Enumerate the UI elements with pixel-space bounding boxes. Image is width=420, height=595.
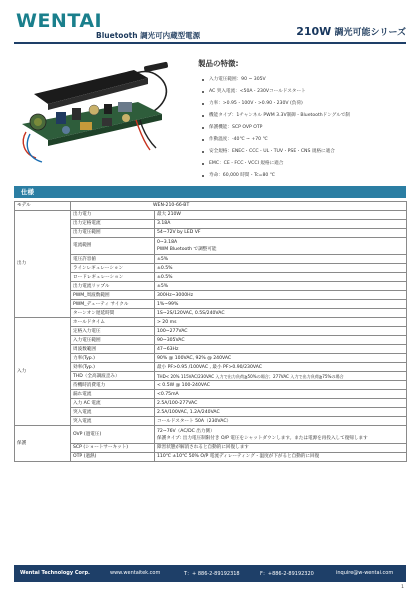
spec-item: 待機時消費電力 xyxy=(71,381,155,390)
spec-value: ±0.5% xyxy=(155,264,407,273)
table-row xyxy=(15,273,407,282)
header-series xyxy=(296,25,406,38)
table-row xyxy=(15,390,407,399)
table-row xyxy=(15,300,407,309)
spec-value: 1S~2S/120VAC, 0.5S/240VAC xyxy=(155,309,407,318)
spec-item: PWM_デューティ サイクル xyxy=(71,300,155,309)
spec-value: 300Hz~3000Hz xyxy=(155,291,407,300)
spec-item: ターンオン遅延時間 xyxy=(71,309,155,318)
footer-website[interactable]: www.wentaitek.com xyxy=(110,570,161,576)
spec-value: 47~63Hz xyxy=(155,345,407,354)
table-row xyxy=(15,372,407,381)
features-list xyxy=(202,74,412,182)
spec-value: ±5% xyxy=(155,282,407,291)
table-row xyxy=(15,211,407,220)
table-row xyxy=(15,354,407,363)
spec-item: 突入電流 xyxy=(71,408,155,417)
footer-phone: T：+ 886-2-89192318 xyxy=(184,571,240,577)
feature-item: 入力電圧範囲：90 ~ 305V xyxy=(202,74,412,86)
table-row xyxy=(15,381,407,390)
output-category: 出力 xyxy=(15,211,71,318)
table-row xyxy=(15,282,407,291)
spec-item: 出力電圧範囲 xyxy=(71,229,155,238)
spec-section-title: 仕様 xyxy=(21,188,34,196)
input-category: 入力 xyxy=(15,318,71,426)
spec-value: 最小 PF>0.95 /100VAC , 最小 PF>0.90/230VAC xyxy=(155,363,407,372)
protection-category: 保護 xyxy=(15,426,71,461)
table-row xyxy=(15,318,407,327)
spec-item: THD（全高調波歪み） xyxy=(71,372,155,381)
current-range-note: PWM Bluetooth で調整可能 xyxy=(157,247,217,253)
table-row xyxy=(15,363,407,372)
spec-value: < 0.5W @ 100-240VAC xyxy=(155,381,407,390)
spec-table xyxy=(14,201,407,462)
table-row xyxy=(15,255,407,264)
table-row xyxy=(15,443,407,452)
footer-fax: F：+886-2-89192320 xyxy=(260,571,314,577)
spec-item: 出力電力 xyxy=(71,211,155,220)
spec-value: > 20 ms xyxy=(155,318,407,327)
spec-value: 最大 210W xyxy=(155,211,407,220)
feature-item: 力率：>0.95・100V・>0.90・230V (負荷) xyxy=(202,98,412,110)
spec-item: 入力電圧範囲 xyxy=(71,336,155,345)
spec-item: 電圧許容値 xyxy=(71,255,155,264)
footer-email[interactable]: inquire@w-wentai.com xyxy=(336,570,394,576)
spec-item: 出力電流リップル xyxy=(71,282,155,291)
header-wattage: 210W xyxy=(296,25,332,38)
header-series-label: 調光可能シリーズ xyxy=(334,28,406,38)
spec-item: ラインレギュレーション xyxy=(71,264,155,273)
footer-company: Wentai Technology Corp. xyxy=(20,570,90,576)
table-row xyxy=(15,291,407,300)
feature-item: 寿命：60,000 時間・Tc=80 ℃ xyxy=(202,170,412,182)
spec-value: 100~277VAC xyxy=(155,327,407,336)
spec-value: ±5% xyxy=(155,255,407,264)
model-label: モデル xyxy=(15,202,71,211)
table-row xyxy=(15,452,407,461)
table-row xyxy=(15,220,407,229)
spec-value xyxy=(155,426,407,443)
ovp-range: 72~76V（AC/DC 出力側） xyxy=(157,428,215,434)
spec-value: 1%~99% xyxy=(155,300,407,309)
spec-item: 定格入力電圧 xyxy=(71,327,155,336)
spec-item: 入力 AC 電流 xyxy=(71,399,155,408)
feature-item: 機能タイプ：1チャンネル PWM 3.3V制御・Bluetoothドングルで制 xyxy=(202,110,412,122)
page-header xyxy=(0,0,420,44)
feature-item: 安全規格：ENEC・CCC・UL・TUV・PSE・CNS 規格に適合 xyxy=(202,146,412,158)
features-title: 製品の特徴: xyxy=(198,59,239,68)
spec-item: 突入電流 xyxy=(71,417,155,426)
spec-value: 90~305VAC xyxy=(155,336,407,345)
spec-item: ホールドタイム xyxy=(71,318,155,327)
page-footer xyxy=(14,565,406,582)
table-row xyxy=(15,336,407,345)
spec-item: OVP (過電圧) xyxy=(71,426,155,443)
feature-item: 作動温度：-40℃ ~ +70 ℃ xyxy=(202,134,412,146)
table-row xyxy=(15,238,407,255)
current-range-value: 0~3.18A xyxy=(157,240,178,246)
spec-value: コールドスタート 50A（230VAC） xyxy=(155,417,407,426)
spec-value: 2.5A/100VAC, 1.2A/240VAC xyxy=(155,408,407,417)
header-product-title: Bluetooth 調光可内蔵型電源 xyxy=(96,31,201,40)
feature-item: AC 突入電流：<50A・230Vコールドスタート xyxy=(202,86,412,98)
ovp-type: 保護タイプ: 出力電圧制限付き O/P 電圧をシャットダウンします。または電源を再投入して復帰します xyxy=(157,435,368,441)
header-divider xyxy=(14,42,406,44)
spec-value: THD< 20% 115VAC/230VAC 入力で出力負荷≧50%の場合；277VAC 入力で出力負荷≧75%の場合 xyxy=(155,372,407,381)
feature-item: EMC：CE・FCC・VCCI 規格に適合 xyxy=(202,158,412,170)
feature-item: 保護機能：SCP OVP OTP xyxy=(202,122,412,134)
spec-value: 2.5A/100-277VAC xyxy=(155,399,407,408)
product-image xyxy=(16,58,176,176)
table-row xyxy=(15,264,407,273)
table-row xyxy=(15,327,407,336)
table-row xyxy=(15,408,407,417)
table-row xyxy=(15,229,407,238)
model-value: WEN-210-66-BT xyxy=(71,202,407,211)
spec-value xyxy=(155,238,407,255)
table-row xyxy=(15,345,407,354)
spec-item: PWM_周波数範囲 xyxy=(71,291,155,300)
spec-value: 54~72V by LED VF xyxy=(155,229,407,238)
spec-item: ロードレギュレーション xyxy=(71,273,155,282)
spec-item: 漏れ電流 xyxy=(71,390,155,399)
spec-item: 出力定格電流 xyxy=(71,220,155,229)
table-row xyxy=(15,426,407,443)
spec-value: 110℃ ±10℃ 50% O/P 電流ディレーティング・温度が下がると自動的に回復 xyxy=(155,452,407,461)
spec-section-bar xyxy=(14,186,406,198)
spec-item: 周波数範囲 xyxy=(71,345,155,354)
spec-item: OTP (過熱) xyxy=(71,452,155,461)
table-row xyxy=(15,417,407,426)
table-row xyxy=(15,309,407,318)
page-number: 1 xyxy=(401,585,404,590)
spec-item: 力率(Typ.) xyxy=(71,354,155,363)
spec-value: 90% @ 100VAC, 92% @ 240VAC xyxy=(155,354,407,363)
table-row xyxy=(15,399,407,408)
table-row xyxy=(15,202,407,211)
wentai-logo: WENTAI xyxy=(16,10,103,32)
spec-item: 効率(Typ.) xyxy=(71,363,155,372)
spec-value: ±0.5% xyxy=(155,273,407,282)
spec-item: 電流範囲 xyxy=(71,238,155,255)
spec-value: 障害状態が解消されると自動的に回復します xyxy=(155,443,407,452)
spec-value: 3.18A xyxy=(155,220,407,229)
spec-item: SCP (ショートサーキット) xyxy=(71,443,155,452)
spec-value: <0.75mA xyxy=(155,390,407,399)
